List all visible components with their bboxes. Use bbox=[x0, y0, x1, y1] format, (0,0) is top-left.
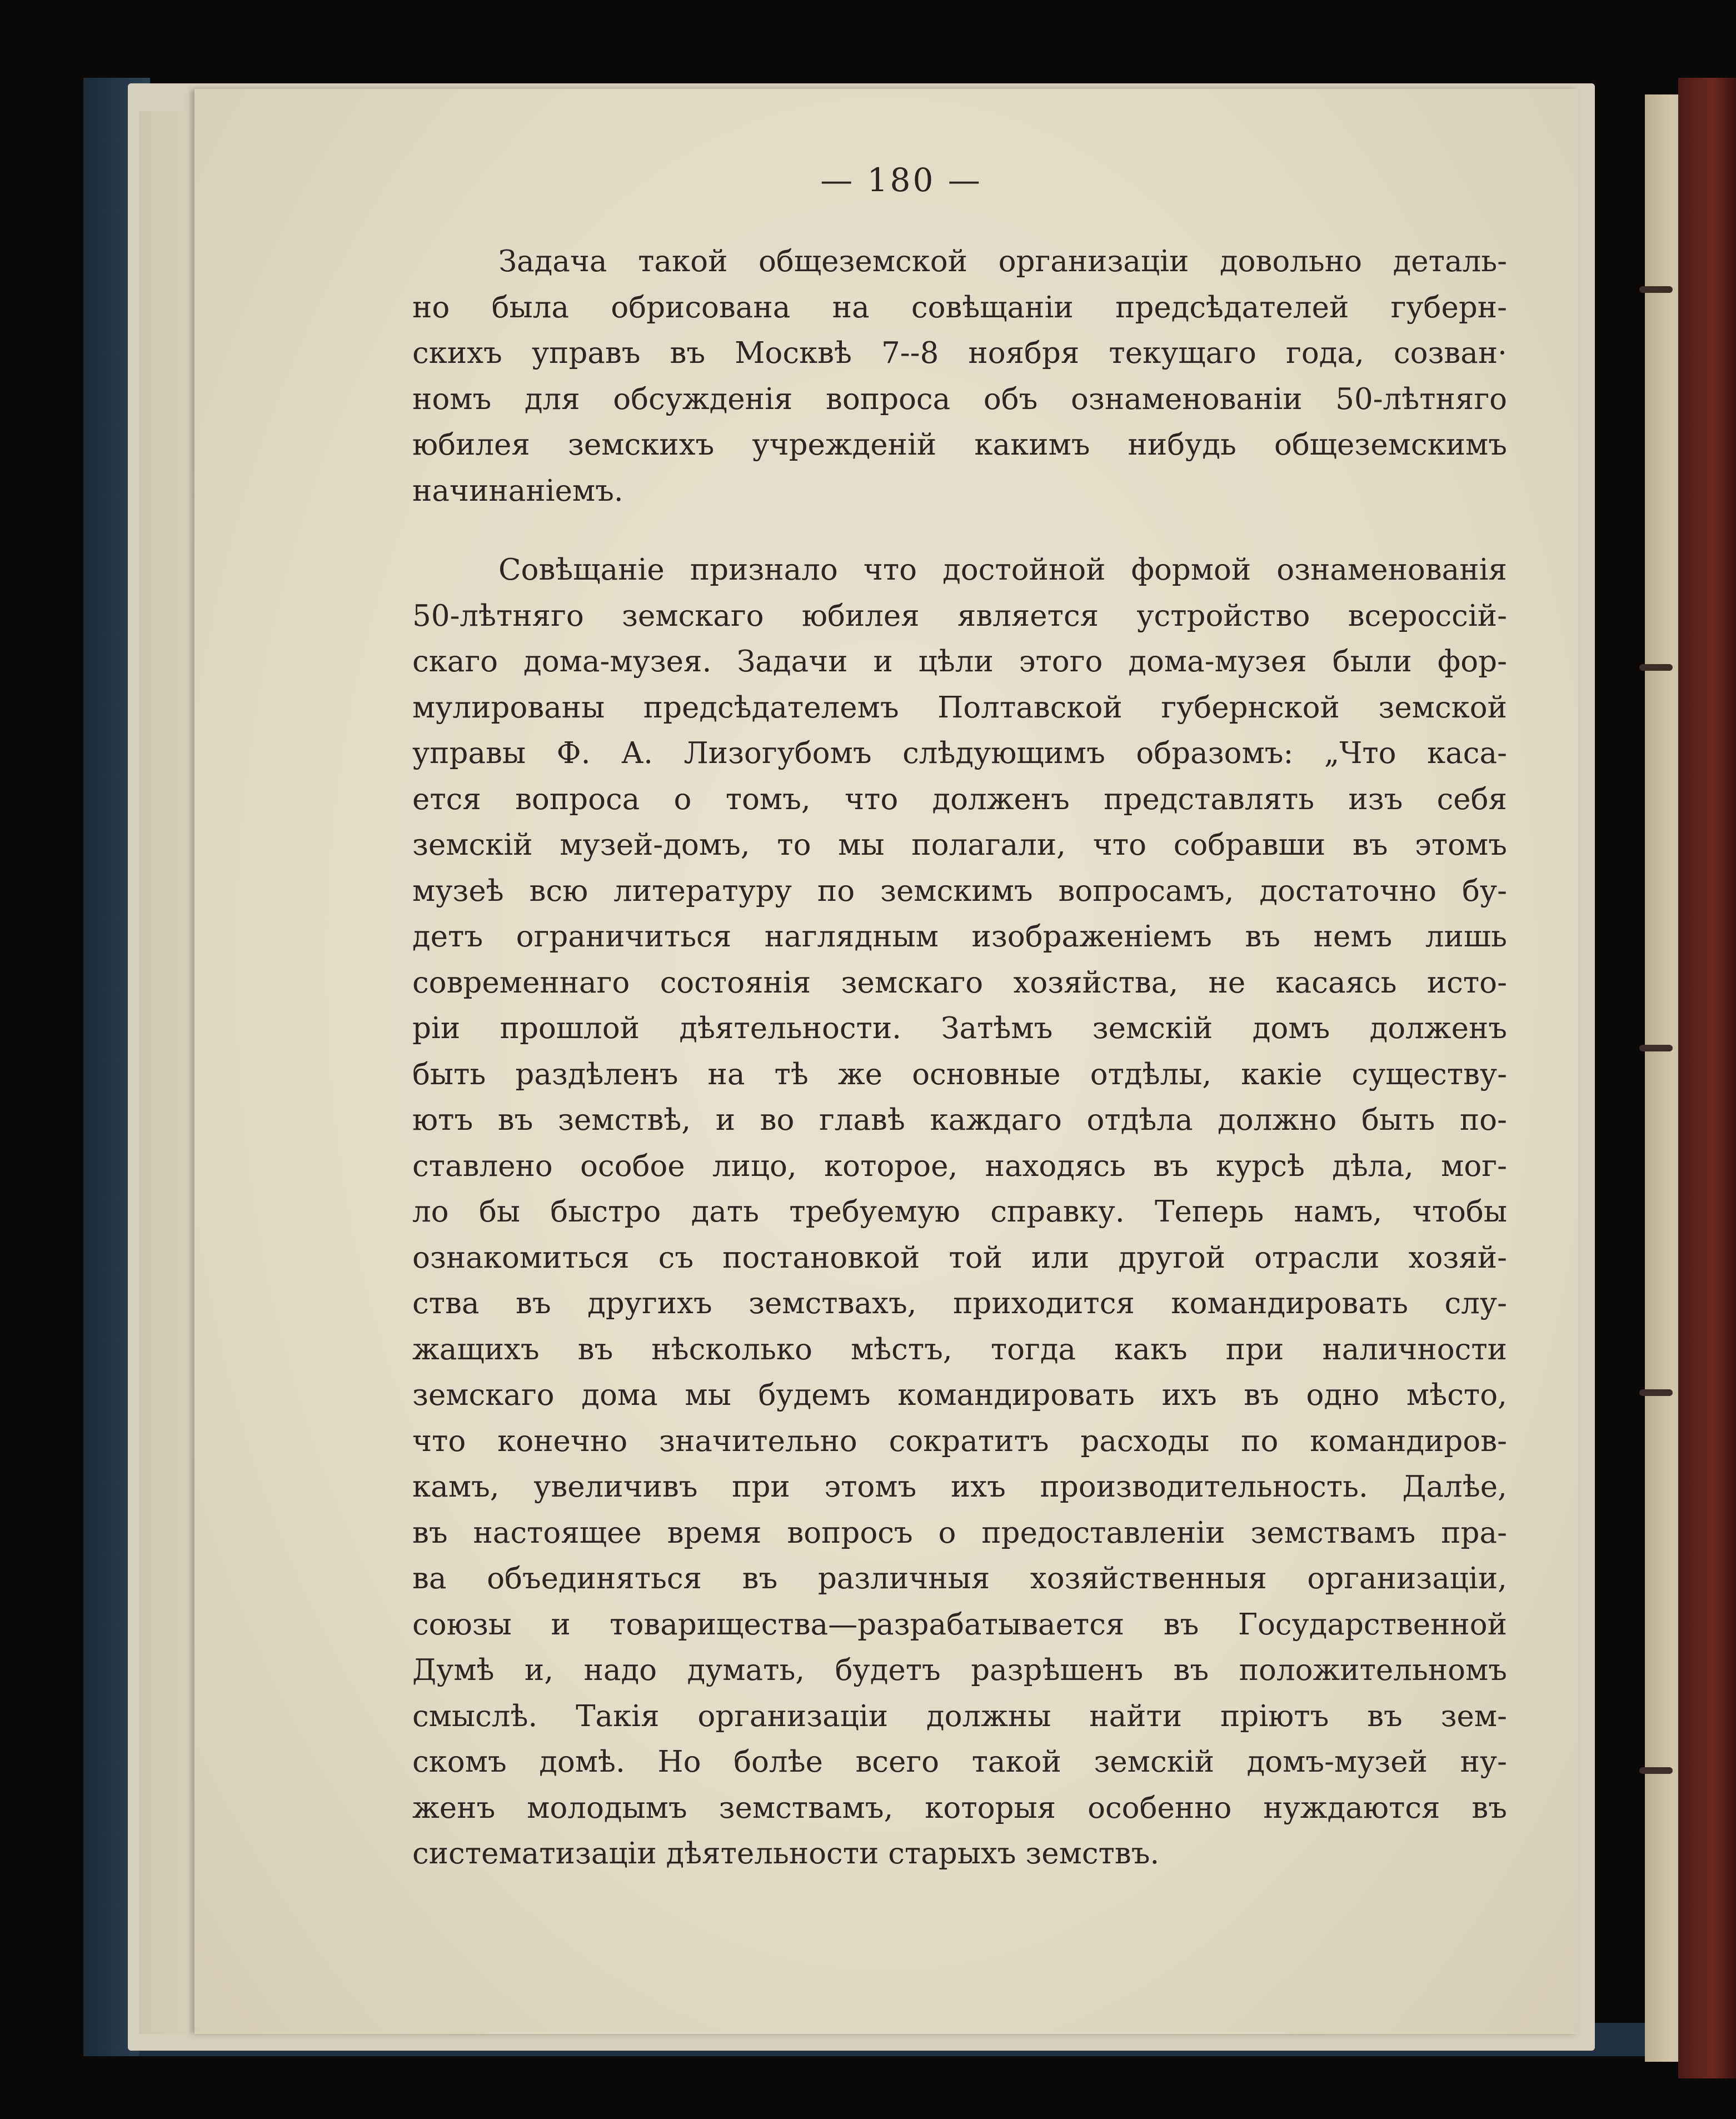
text-line: ется вопроса о томъ, что долженъ представлять изъ себя bbox=[412, 782, 1507, 816]
text-line: ріи прошлой дѣятельности. Затѣмъ земскій домъ долженъ bbox=[412, 1011, 1507, 1045]
text-line: юбилея земскихъ учрежденій какимъ нибудь общеземскимъ bbox=[412, 428, 1507, 462]
text-line: начинаніемъ. bbox=[412, 473, 623, 508]
text-line: что конечно значительно сократитъ расходы по командиров- bbox=[412, 1424, 1507, 1458]
text-line: смыслѣ. Такія организаціи должны найти пріютъ въ зем- bbox=[412, 1699, 1507, 1733]
text-line: женъ молодымъ земствамъ, которыя особенно нуждаются въ bbox=[412, 1791, 1507, 1825]
text-line: 50-лѣтняго земскаго юбилея является устройство всероссій- bbox=[412, 599, 1507, 633]
text-line: скомъ домѣ. Но болѣе всего такой земскій домъ-музей ну- bbox=[412, 1745, 1507, 1779]
text-line: ва объединяться въ различныя хозяйственныя организаціи, bbox=[412, 1562, 1507, 1596]
paragraph bbox=[412, 239, 1507, 514]
page-tab-mark bbox=[1639, 286, 1673, 293]
text-line: управы Ф. А. Лизогубомъ слѣдующимъ образомъ: „Что каса- bbox=[412, 736, 1507, 770]
text-line: Задача такой общеземской организаціи довольно деталь- bbox=[498, 245, 1507, 278]
text-line: ства въ другихъ земствахъ, приходится командировать слу- bbox=[412, 1287, 1507, 1320]
body-text bbox=[412, 239, 1507, 1877]
text-line: быть раздѣленъ на тѣ же основные отдѣлы, какіе существу- bbox=[412, 1057, 1507, 1091]
text-line: Думѣ и, надо думать, будетъ разрѣшенъ въ положительномъ bbox=[412, 1653, 1507, 1687]
text-line: ставлено особое лицо, которое, находясь въ курсѣ дѣла, мог- bbox=[412, 1149, 1507, 1183]
text-line: союзы и товарищества—разрабатывается въ Государственной bbox=[412, 1607, 1507, 1642]
text-line: Совѣщаніе признало что достойной формой ознаменованія bbox=[498, 553, 1507, 587]
text-line: номъ для обсужденія вопроса объ ознаменованіи 50-лѣтняго bbox=[412, 382, 1507, 416]
text-line: жащихъ въ нѣсколько мѣстъ, тогда какъ при наличности bbox=[412, 1332, 1507, 1367]
paragraph bbox=[412, 547, 1507, 1877]
text-line: въ настоящее время вопросъ о предоставленіи земствамъ пра- bbox=[412, 1515, 1507, 1550]
text-line: скихъ управъ въ Москвѣ 7--8 ноября текущаго года, созван· bbox=[412, 336, 1507, 370]
book-cover-right bbox=[1678, 78, 1736, 2078]
text-line: скаго дома-музея. Задачи и цѣли этого дома-музея были фор- bbox=[412, 645, 1507, 679]
page-edge bbox=[139, 111, 200, 2034]
text-line: но была обрисована на совѣщаніи предсѣдателей губерн- bbox=[412, 290, 1507, 325]
text-line: ознакомиться съ постановкой той или другой отрасли хозяй- bbox=[412, 1240, 1507, 1275]
page-tab-mark bbox=[1639, 1389, 1673, 1396]
page-tab-mark bbox=[1639, 1767, 1673, 1774]
page-tab-mark bbox=[1639, 664, 1673, 671]
text-line: камъ, увеличивъ при этомъ ихъ производительность. Далѣе, bbox=[412, 1470, 1507, 1504]
page-number: — 180 — bbox=[820, 161, 982, 199]
text-line: ло бы быстро дать требуемую справку. Теперь намъ, чтобы bbox=[412, 1195, 1507, 1229]
text-line: ютъ въ земствѣ, и во главѣ каждаго отдѣла должно быть по- bbox=[412, 1103, 1507, 1137]
text-line: земскаго дома мы будемъ командировать ихъ въ одно мѣсто, bbox=[412, 1378, 1507, 1412]
text-line: мулированы предсѣдателемъ Полтавской губернской земской bbox=[412, 690, 1507, 725]
text-line: детъ ограничиться наглядным изображеніемъ въ немъ лишь bbox=[412, 920, 1507, 954]
text-line: земскій музей-домъ, то мы полагали, что собравши въ этомъ bbox=[412, 828, 1507, 862]
text-line: современнаго состоянія земскаго хозяйства, не касаясь исто- bbox=[412, 965, 1507, 1000]
text-line: систематизаціи дѣятельности старыхъ земствъ. bbox=[412, 1837, 1160, 1871]
text-line: музеѣ всю литературу по земскимъ вопросамъ, достаточно бу- bbox=[412, 874, 1507, 908]
page-tab-mark bbox=[1639, 1045, 1673, 1051]
